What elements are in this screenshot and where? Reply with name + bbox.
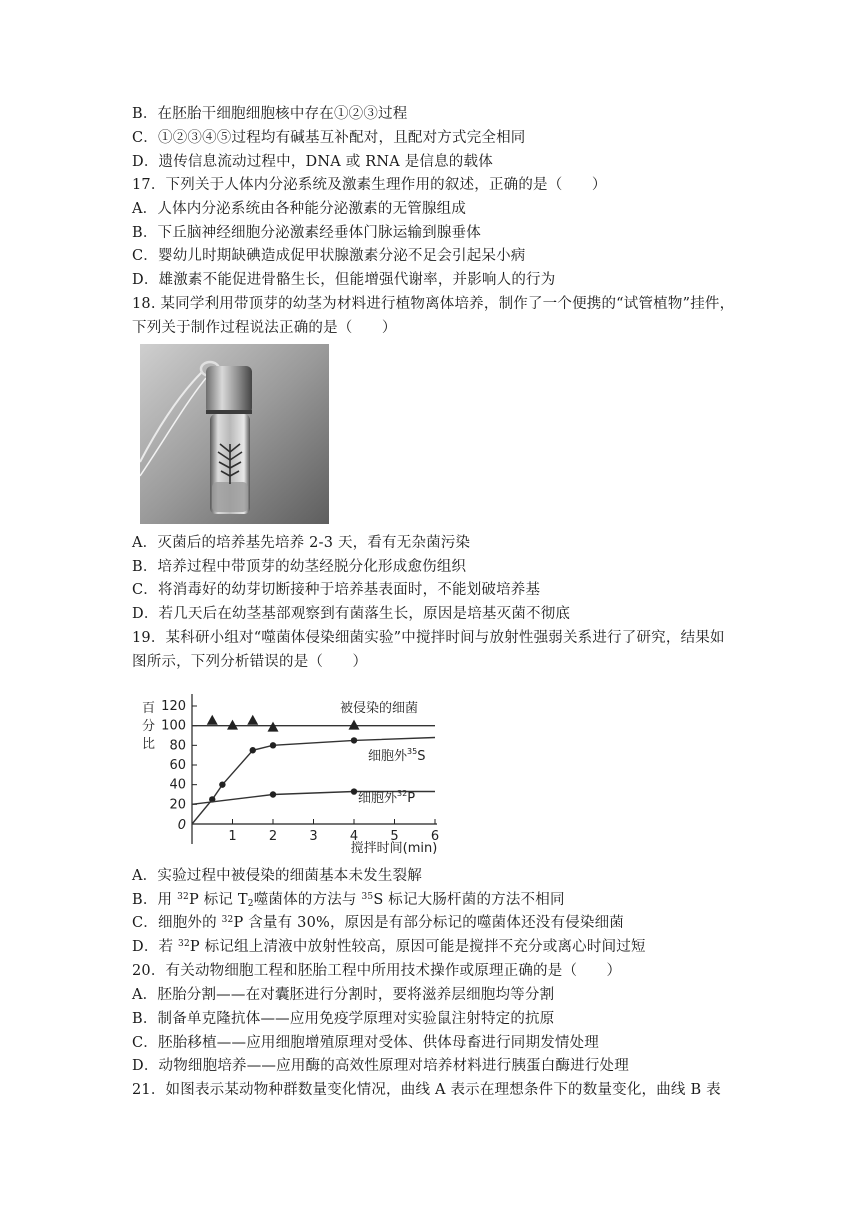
triangle-marker [349, 720, 360, 730]
label-extracellular-35s [368, 747, 425, 764]
q19-c-sup: 32 [221, 915, 234, 925]
triangle-marker [207, 715, 218, 725]
x-tick-label: 5 [390, 829, 399, 844]
x-tick-label: 4 [349, 829, 359, 844]
q21-stem: 21．如图表示某动物种群数量变化情况，曲线 A 表示在理想条件下的数量变化，曲线 B 表 [132, 1082, 721, 1098]
q19-option-b [132, 890, 565, 910]
q19-b-text3: 噬菌体的方法与 [253, 892, 362, 908]
q18-option-a: A．灭菌后的培养基先培养 2-3 天，看有无杂菌污染 [132, 535, 471, 551]
y-tick-label: 120 [161, 699, 186, 714]
data-point [351, 788, 357, 794]
q19-b-text4: S 标记大肠杆菌的方法不相同 [373, 892, 565, 908]
x-tick-label: 2 [268, 829, 278, 844]
q16-option-b: B．在胚胎干细胞细胞核中存在①②③过程 [132, 106, 408, 122]
y-tick-label: 40 [169, 777, 186, 793]
y-axis-label-char: 分 [142, 719, 156, 734]
x-tick-label: 3 [309, 829, 318, 844]
triangle-marker [268, 722, 279, 732]
x-tick-label: 1 [228, 829, 237, 844]
q17-option-c: C．婴幼儿时期缺碘造成促甲状腺激素分泌不足会引起呆小病 [132, 248, 526, 264]
y-tick-label: 100 [161, 718, 186, 734]
label-32p-sup: 32 [397, 789, 408, 798]
test-tube-plant-photo [140, 344, 329, 524]
data-point [351, 737, 357, 743]
x-axis-label: 搅拌时间(min) [350, 841, 438, 856]
q17-option-b: B．下丘脑神经细胞分泌激素经垂体门脉运输到腺垂体 [132, 225, 481, 241]
y-tick-label: 80 [169, 738, 186, 754]
data-point [270, 742, 276, 748]
q19-option-c [132, 913, 624, 933]
q19-stem-line2: 图所示，下列分析错误的是（ ） [132, 654, 368, 670]
q17-option-d: D．雄激素不能促进骨骼生长，但能增强代谢率，并影响人的行为 [132, 272, 556, 288]
q19-d-text2: P 标记组上清液中放射性较高，原因可能是搅拌不充分或离心时间过短 [189, 939, 646, 955]
data-point [219, 781, 225, 787]
y-tick-label: 60 [169, 758, 186, 773]
data-point [250, 747, 256, 753]
label-extracellular-32p [358, 789, 415, 806]
q19-option-d [132, 937, 646, 957]
q20-option-d: D．动物细胞培养——应用酶的高效性原理对培养材料进行胰蛋白酶进行处理 [132, 1058, 629, 1074]
label-32p-prefix: 细胞外 [358, 791, 398, 806]
q19-c-text1: C．细胞外的 [132, 915, 222, 931]
q17-option-a: A．人体内分泌系统由各种能分泌激素的无管腺组成 [132, 201, 467, 217]
q19-b-sup1: 32 [177, 892, 189, 902]
q18-option-b: B．培养过程中带顶芽的幼茎经脱分化形成愈伤组织 [132, 559, 467, 575]
q16-option-c: C．①②③④⑤过程均有碱基互补配对，且配对方式完全相同 [132, 130, 526, 146]
label-35s-tail: S [417, 749, 426, 764]
triangle-marker [227, 720, 238, 730]
q19-c-text2: P 含量有 30%，原因是有部分标记的噬菌体还没有侵染细菌 [233, 915, 624, 931]
q18-option-c: C．将消毒好的幼芽切断接种于培养基表面时，不能划破培养基 [132, 582, 541, 598]
q20-option-a: A．胚胎分割——在对囊胚进行分割时，要将滋养层细胞均等分割 [132, 987, 555, 1003]
q20-stem: 20．有关动物细胞工程和胚胎工程中所用技术操作或原理正确的是（ ） [132, 963, 622, 979]
q18-option-d: D．若几天后在幼茎基部观察到有菌落生长，原因是培基灭菌不彻底 [132, 606, 571, 622]
y-axis-label-char: 比 [142, 737, 156, 752]
q19-d-text1: D．若 [132, 939, 179, 955]
label-35s-sup: 35 [407, 747, 418, 756]
label-32p-tail: P [407, 791, 416, 806]
q20-option-c: C．胚胎移植——应用细胞增殖原理对受体、供体母畜进行同期发情处理 [132, 1035, 599, 1051]
q19-stem-line1: 19．某科研小组对“噬菌体侵染细菌实验”中搅拌时间与放射性强弱关系进行了研究，结果如 [132, 630, 725, 646]
legend-infected-bacteria: 被侵染的细菌 [340, 701, 419, 716]
q16-option-d: D．遗传信息流动过程中，DNA 或 RNA 是信息的载体 [132, 154, 493, 170]
stirring-time-chart [132, 686, 462, 856]
q19-b-text2: P 标记 T [188, 892, 248, 908]
data-point [270, 791, 276, 797]
q18-stem-line1: 18. 某同学利用带顶芽的幼茎为材料进行植物离体培养，制作了一个便携的“试管植物”挂件， [132, 296, 735, 312]
q17-stem: 17．下列关于人体内分泌系统及激素生理作用的叙述，正确的是（ ） [132, 177, 607, 193]
y-axis-label-char: 百 [142, 701, 156, 716]
label-35s-prefix: 细胞外 [368, 749, 408, 764]
q19-b-text1: B．用 [132, 892, 178, 908]
x-tick-label: 6 [430, 829, 440, 844]
q19-b-sub: 2 [247, 899, 254, 909]
q18-stem-line2: 下列关于制作过程说法正确的是（ ） [132, 320, 397, 336]
q20-option-b: B．制备单克隆抗体——应用免疫学原理对实验鼠注射特定的抗原 [132, 1011, 555, 1027]
q19-d-sup: 32 [178, 939, 190, 949]
y-axis-label [142, 701, 155, 752]
origin-label: 0 [177, 818, 186, 833]
q19-option-a: A．实验过程中被侵染的细菌基本未发生裂解 [132, 868, 422, 884]
triangle-marker [247, 715, 258, 725]
q19-b-sup2: 35 [361, 892, 374, 902]
y-tick-label: 20 [169, 797, 186, 813]
